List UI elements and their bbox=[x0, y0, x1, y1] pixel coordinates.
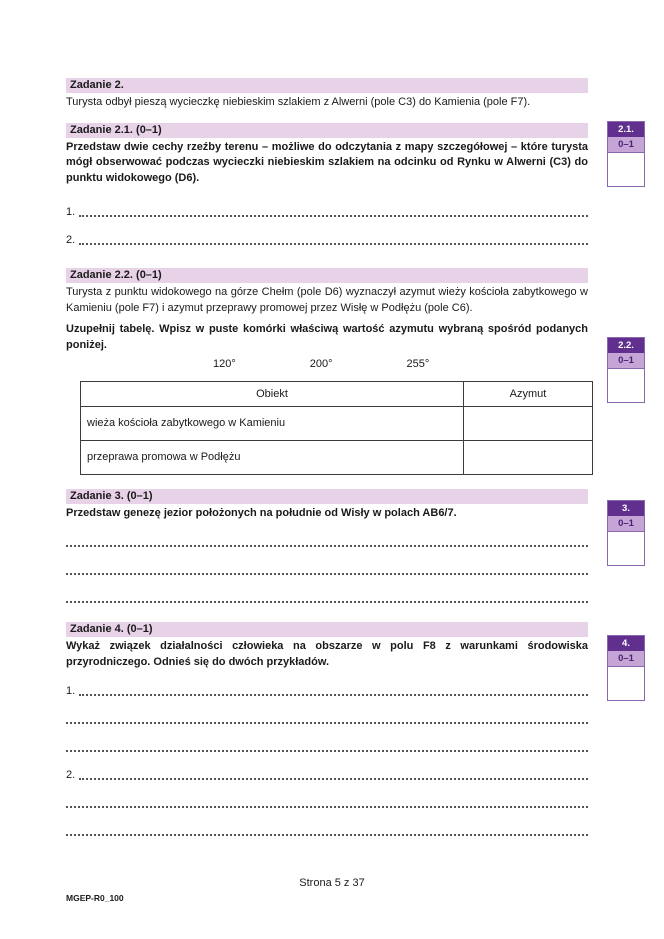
dotted-answer-line[interactable] bbox=[79, 243, 588, 245]
answer-line[interactable] bbox=[66, 754, 588, 782]
dotted-answer-line[interactable] bbox=[66, 722, 588, 724]
answer-line[interactable] bbox=[66, 670, 588, 698]
task2-intro-text: Turysta odbył pieszą wycieczkę niebieskim szlakiem z Alwerni (pole C3) do Kamienia (pole F7). bbox=[66, 96, 531, 108]
table-cell-obiekt: wieża kościoła zabytkowego w Kamieniu bbox=[81, 406, 464, 440]
dotted-answer-line[interactable] bbox=[66, 573, 588, 575]
score-badge-2-1 bbox=[607, 121, 645, 187]
dotted-answer-line[interactable] bbox=[79, 694, 588, 696]
task2-2-command-text: Uzupełnij tabelę. Wpisz w puste komórki właściwą wartość azymutu wybraną spośród podanych poniżej. bbox=[66, 323, 588, 351]
score-badge-blank-box bbox=[608, 153, 644, 186]
answer-number: 1. bbox=[66, 206, 76, 218]
task2-2-header-band: Zadanie 2.2. (0–1) bbox=[66, 268, 588, 283]
task2-1-answer-area bbox=[66, 191, 588, 247]
table-cell-azymut-blank[interactable] bbox=[464, 440, 593, 474]
answer-line[interactable] bbox=[66, 726, 588, 754]
dotted-answer-line[interactable] bbox=[66, 750, 588, 752]
azimuth-option: 120° bbox=[213, 358, 236, 370]
dotted-answer-line[interactable] bbox=[79, 778, 588, 780]
answer-line[interactable] bbox=[66, 577, 588, 605]
task4-answer-area bbox=[66, 670, 588, 838]
answer-number: 2. bbox=[66, 769, 76, 781]
azimuth-options-row bbox=[66, 358, 588, 372]
score-badge-points: 0–1 bbox=[608, 651, 644, 667]
score-badge-blank-box bbox=[608, 369, 644, 402]
score-badge-task-id: 4. bbox=[608, 636, 644, 651]
dotted-answer-line[interactable] bbox=[66, 806, 588, 808]
table-header-obiekt: Obiekt bbox=[81, 381, 464, 406]
score-badge-task-id: 2.2. bbox=[608, 338, 644, 353]
score-badge-points: 0–1 bbox=[608, 516, 644, 532]
task3-command-text: Przedstaw genezę jezior położonych na południe od Wisły w polach AB6/7. bbox=[66, 506, 457, 519]
table-header-azymut: Azymut bbox=[464, 381, 593, 406]
task2-1-command-text: Przedstaw dwie cechy rzeźby terenu – możliwe do odczytania z mapy szczegółowej – które turysta mógł obserwować podczas wycieczki niebieskim szlakiem na odcinku od Rynku w Alwerni (C3) do punktu widokowego (D6). bbox=[66, 140, 588, 184]
page-number: Strona 5 z 37 bbox=[299, 877, 365, 889]
score-badge-task-id: 3. bbox=[608, 501, 644, 516]
table-header-row bbox=[81, 381, 593, 406]
score-badge-blank-box bbox=[608, 667, 644, 700]
answer-line[interactable] bbox=[66, 521, 588, 549]
answer-line[interactable] bbox=[66, 219, 588, 247]
dotted-answer-line[interactable] bbox=[66, 601, 588, 603]
task2-2-intro-text: Turysta z punktu widokowego na górze Chełm (pole D6) wyznaczył azymut wieży kościoła zabytkowego w Kamieniu (pole F7) i azymut przeprawy promowej przez Wisłę w Podłężu (pole C6). bbox=[66, 286, 588, 314]
score-badge-3 bbox=[607, 500, 645, 566]
score-badge-2-2 bbox=[607, 337, 645, 403]
task4-header-band: Zadanie 4. (0–1) bbox=[66, 622, 588, 637]
azimuth-table bbox=[80, 381, 593, 475]
task3-answer-area bbox=[66, 521, 588, 605]
table-cell-obiekt: przeprawa promowa w Podłężu bbox=[81, 440, 464, 474]
score-badge-task-id: 2.1. bbox=[608, 122, 644, 137]
task4-command-text: Wykaż związek działalności człowieka na obszarze w polu F8 z warunkami środowiska przyrodniczego. Odnieś się do dwóch przykładów. bbox=[66, 640, 588, 668]
dotted-answer-line[interactable] bbox=[66, 545, 588, 547]
azimuth-option: 255° bbox=[406, 358, 430, 370]
dotted-answer-line[interactable] bbox=[79, 215, 588, 217]
table-row bbox=[81, 440, 593, 474]
dotted-answer-line[interactable] bbox=[66, 834, 588, 836]
table-cell-azymut-blank[interactable] bbox=[464, 406, 593, 440]
answer-number: 2. bbox=[66, 234, 76, 246]
answer-line[interactable] bbox=[66, 698, 588, 726]
answer-line[interactable] bbox=[66, 810, 588, 838]
answer-line[interactable] bbox=[66, 549, 588, 577]
score-badge-points: 0–1 bbox=[608, 353, 644, 369]
page-content bbox=[66, 0, 588, 838]
task3-header-band: Zadanie 3. (0–1) bbox=[66, 489, 588, 504]
task2-header-band: Zadanie 2. bbox=[66, 78, 588, 93]
answer-number: 1. bbox=[66, 685, 76, 697]
task2-1-header-band: Zadanie 2.1. (0–1) bbox=[66, 123, 588, 138]
exam-sheet-code: MGEP-R0_100 bbox=[66, 893, 124, 903]
score-badge-points: 0–1 bbox=[608, 137, 644, 153]
answer-line[interactable] bbox=[66, 782, 588, 810]
score-badge-blank-box bbox=[608, 532, 644, 565]
table-row bbox=[81, 406, 593, 440]
answer-line[interactable] bbox=[66, 191, 588, 219]
azimuth-option: 200° bbox=[309, 358, 333, 370]
score-badge-4 bbox=[607, 635, 645, 701]
